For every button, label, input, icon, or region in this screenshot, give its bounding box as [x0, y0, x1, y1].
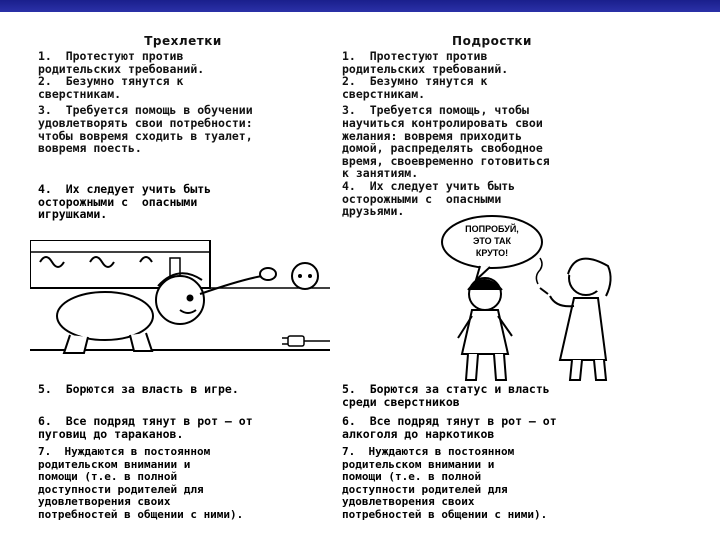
- toddlers-heading: Трехлетки: [144, 34, 222, 48]
- toddlers-item-4: 4. Их следует учить быть осторожными с опасными игрушками.: [38, 182, 212, 222]
- toddlers-item-7: 7. Нуждаются в постоянном родительском внимании и помощи (т.е. в полной доступности родителей для удовлетворения своих потребностей в общении с ними).: [38, 445, 244, 521]
- toddlers-item-2: 2. Безумно тянутся к сверстникам.: [38, 74, 184, 101]
- toddlers-item-6: 6. Все подряд тянут в рот – от пуговиц до тараканов.: [38, 414, 253, 441]
- toddlers-item-1: 1. Протестуют против родительских требований.: [38, 49, 205, 76]
- speech-bubble-line2: ЭТО ТАК: [472, 236, 512, 246]
- toddlers-column: [38, 34, 328, 155]
- top-accent-bar: [0, 0, 720, 12]
- teens-column: [342, 34, 642, 218]
- plug-icon: [282, 336, 330, 346]
- toddlers-item-5: 5. Борются за власть в игре.: [38, 382, 239, 396]
- teens-item-3: 3. Требуется помощь, чтобы научиться контролировать свои желания: вовремя приходить домой, распределять свободное время, своевременно готовиться к занятиям.: [342, 103, 550, 181]
- speech-bubble-line1: ПОПРОБУЙ,: [465, 224, 519, 234]
- electrical-outlet-icon: [292, 263, 318, 289]
- teens-item-2: 2. Безумно тянутся к сверстникам.: [342, 74, 488, 101]
- teens-item-4: 4. Их следует учить быть осторожными с опасными друзьями.: [342, 178, 516, 219]
- teens-item-1: 1. Протестуют против родительских требований.: [342, 49, 509, 76]
- speech-bubble-line3: КРУТО!: [475, 248, 509, 258]
- toddlers-item-3: 3. Требуется помощь в обучении удовлетворять свои потребности: чтобы вовремя сходить в туалет, вовремя поесть.: [38, 103, 253, 156]
- teens-heading: Подростки: [452, 34, 532, 48]
- teen-girls-illustration: [440, 212, 640, 384]
- teens-item-7: 7. Нуждаются в постоянном родительском внимании и помощи (т.е. в полной доступности родителей для удовлетворения своих потребностей в общении с ними).: [342, 445, 548, 521]
- teens-item-5: 5. Борются за статус и власть среди сверстников: [342, 382, 550, 409]
- teens-item-6: 6. Все подряд тянут в рот – от алкоголя до наркотиков: [342, 414, 557, 441]
- speech-bubble: [442, 216, 542, 280]
- toddler-crawling-illustration: [30, 240, 330, 372]
